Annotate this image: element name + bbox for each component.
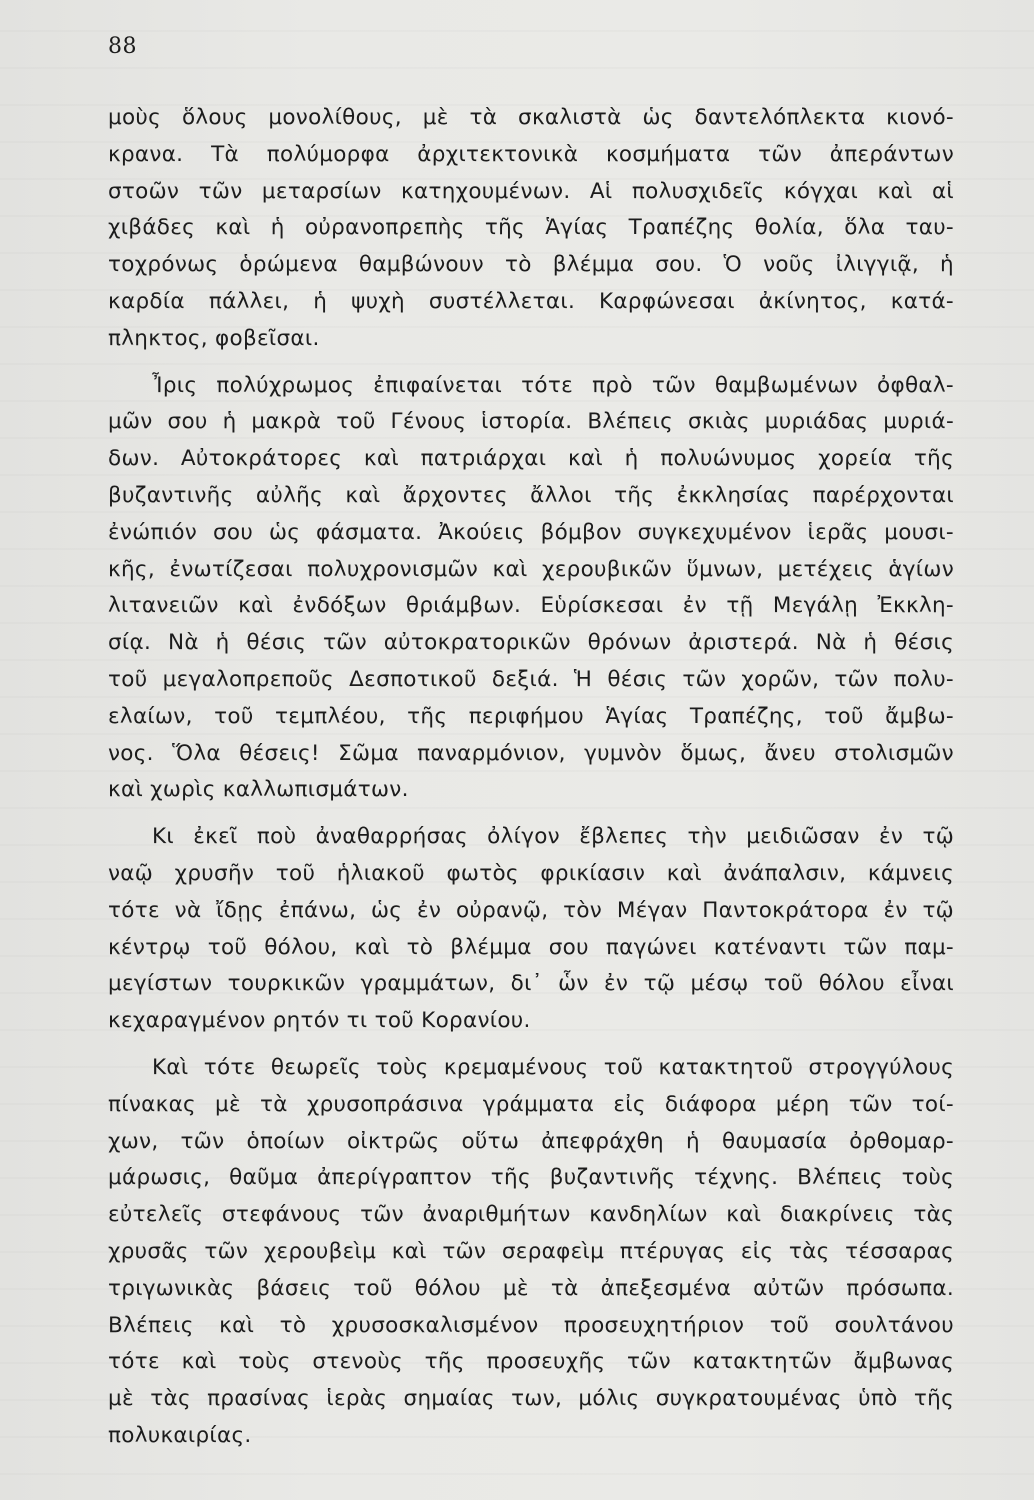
text-line: χων, τῶν ὁποίων οἰκτρῶς οὕτω ἀπεφράχθη ἡ θαυμασία ὀρθομαρ- — [108, 1128, 954, 1154]
text-line: Κι ἐκεῖ ποὺ ἀναθαρρήσας ὀλίγον ἔβλεπες τὴν μειδιῶσαν ἐν τῷ — [152, 824, 954, 850]
text-line: ελαίων, τοῦ τεμπλέου, τῆς περιφήμου Ἁγίας Τραπέζης, τοῦ ἄμβω- — [108, 703, 954, 729]
text-line: χρυσᾶς τῶν χερουβεὶμ καὶ τῶν σεραφεὶμ πτέρυγας εἰς τὰς τέσσαρας — [108, 1238, 954, 1264]
text-line: εὐτελεῖς στεφάνους τῶν ἀναριθμήτων κανδηλίων καὶ διακρίνεις τὰς — [108, 1202, 954, 1228]
text-line: σίᾳ. Νὰ ἡ θέσις τῶν αὐτοκρατορικῶν θρόνων ἀριστερά. Νὰ ἡ θέσις — [108, 630, 954, 656]
text-line: μῶν σου ἡ μακρὰ τοῦ Γένους ἱστορία. Βλέπεις σκιὰς μυριάδας μυριά- — [108, 409, 954, 435]
paragraph — [108, 100, 954, 358]
text-line: δων. Αὐτοκράτορες καὶ πατριάρχαι καὶ ἡ πολυώνυμος χορεία τῆς — [108, 446, 954, 472]
text-line: Ἶρις πολύχρωμος ἐπιφαίνεται τότε πρὸ τῶν θαμβωμένων ὀφθαλ- — [152, 372, 954, 398]
text-line: κεχαραγμένον ρητόν τι τοῦ Κορανίου. — [108, 1008, 531, 1034]
page-number: 88 — [108, 34, 137, 59]
text-line: πίνακας μὲ τὰ χρυσοπράσινα γράμματα εἰς διάφορα μέρη τῶν τοί- — [108, 1091, 954, 1117]
text-line: μεγίστων τουρκικῶν γραμμάτων, δι᾽ ὧν ἐν τῷ μέσῳ τοῦ θόλου εἶναι — [108, 971, 954, 997]
text-line: Βλέπεις καὶ τὸ χρυσοσκαλισμένον προσευχητήριον τοῦ σουλτάνου — [108, 1312, 954, 1338]
text-line: κρανα. Τὰ πολύμορφα ἀρχιτεκτονικὰ κοσμήματα τῶν ἀπεράντων — [108, 141, 954, 167]
paragraph-gap — [108, 1040, 954, 1050]
text-line: λιτανειῶν καὶ ἐνδόξων θριάμβων. Εὑρίσκεσαι ἐν τῇ Μεγάλῃ Ἐκκλη- — [108, 593, 954, 619]
text-line: τοῦ μεγαλοπρεποῦς Δεσποτικοῦ δεξιά. Ἡ θέσις τῶν χορῶν, τῶν πολυ- — [108, 666, 954, 692]
text-line: κῆς, ἐνωτίζεσαι πολυχρονισμῶν καὶ χερουβικῶν ὕμνων, μετέχεις ἁγίων — [108, 556, 954, 582]
text-line: βυζαντινῆς αὐλῆς καὶ ἄρχοντες ἄλλοι τῆς ἐκκλησίας παρέρχονται — [108, 482, 954, 508]
text-line: ναῷ χρυσῆν τοῦ ἡλιακοῦ φωτὸς φρικίασιν καὶ ἀνάπαλσιν, κάμνεις — [108, 860, 954, 886]
text-line: τοχρόνως ὁρώμενα θαμβώνουν τὸ βλέμμα σου. Ὁ νοῦς ἰλιγγιᾷ, ἡ — [108, 252, 954, 278]
text-line: τότε νὰ ἴδῃς ἐπάνω, ὡς ἐν οὐρανῷ, τὸν Μέγαν Παντοκράτορα ἐν τῷ — [108, 897, 954, 923]
paragraph — [108, 819, 954, 1040]
text-line: ἐνώπιόν σου ὡς φάσματα. Ἀκούεις βόμβον συγκεχυμένον ἱερᾶς μουσι- — [108, 519, 954, 545]
text-line: μοὺς ὅλους μονολίθους, μὲ τὰ σκαλιστὰ ὡς δαντελόπλεκτα κιονό- — [108, 105, 954, 130]
text-line: στοῶν τῶν μεταρσίων κατηχουμένων. Αἱ πολυσχιδεῖς κόγχαι καὶ αἱ — [108, 178, 954, 204]
text-line: κέντρῳ τοῦ θόλου, καὶ τὸ βλέμμα σου παγώνει κατέναντι τῶν παμ- — [108, 934, 954, 960]
text-line: τριγωνικὰς βάσεις τοῦ θόλου μὲ τὰ ἀπεξεσμένα αὐτῶν πρόσωπα. — [108, 1275, 954, 1301]
text-line: καὶ χωρὶς καλλωπισμάτων. — [108, 777, 409, 803]
text-line: πολυκαιρίας. — [108, 1422, 252, 1448]
text-line: τότε καὶ τοὺς στενοὺς τῆς προσευχῆς τῶν κατακτητῶν ἄμβωνας — [108, 1349, 954, 1375]
text-line: μάρωσις, θαῦμα ἀπερίγραπτον τῆς βυζαντινῆς τέχνης. Βλέπεις τοὺς — [108, 1165, 954, 1191]
text-line: πληκτος, φοβεῖσαι. — [108, 325, 320, 351]
text-line: μὲ τὰς πρασίνας ἱερὰς σημαίας των, μόλις συγκρατουμένας ὑπὸ τῆς — [108, 1386, 954, 1412]
text-line: χιβάδες καὶ ἡ οὐρανοπρεπὴς τῆς Ἁγίας Τραπέζης θολία, ὅλα ταυ- — [108, 215, 954, 241]
paragraph-gap — [108, 358, 954, 368]
paragraph — [108, 368, 954, 810]
text-line: καρδία πάλλει, ἡ ψυχὴ συστέλλεται. Καρφώνεσαι ἀκίνητος, κατά- — [108, 288, 954, 314]
paragraph-gap — [108, 809, 954, 819]
text-line: νος. Ὅλα θέσεις! Σῶμα παναρμόνιον, γυμνὸν ὅμως, ἄνευ στολισμῶν — [108, 740, 954, 766]
text-line: Καὶ τότε θεωρεῖς τοὺς κρεμαμένους τοῦ κατακτητοῦ στρογγύλους — [152, 1054, 954, 1080]
body-text — [108, 100, 954, 1455]
paragraph — [108, 1050, 954, 1455]
